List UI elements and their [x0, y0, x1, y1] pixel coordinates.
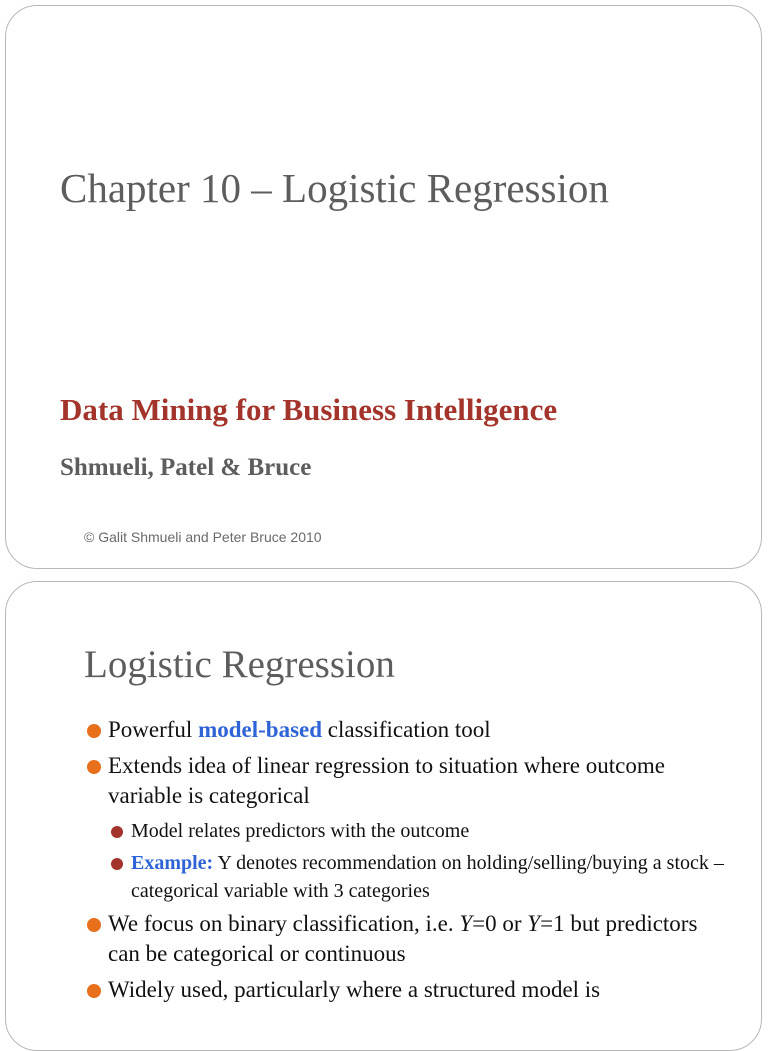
bullet-text: Model relates predictors with the outcome: [131, 820, 470, 842]
slide-title: Logistic Regression: [84, 643, 395, 686]
bullet-dot-icon: [87, 760, 101, 774]
bullet-text: classification tool: [322, 717, 491, 742]
bullet-dot-icon: [87, 918, 101, 932]
title-slide: [5, 5, 762, 569]
bullet-text: Powerful: [108, 717, 199, 742]
bullet-dot-icon: [111, 858, 123, 870]
bullet-text: We focus on binary classification, i.e.: [108, 910, 460, 936]
bullet-item: [84, 751, 734, 811]
example-label: Example:: [131, 851, 214, 874]
chapter-title: Chapter 10 – Logistic Regression: [60, 165, 609, 211]
bullet-text: Y denotes recommendation on holding/selling/buying a stock – categorical variable with 3 categories: [131, 851, 724, 902]
bullet-text: =0 or: [472, 910, 528, 936]
bullet-item: [84, 909, 734, 969]
variable-y: Y: [527, 910, 541, 936]
bullet-dot-icon: [87, 984, 101, 998]
bullet-item: [84, 975, 734, 1005]
bullet-text: =1 but predictors can be categorical or continuous: [108, 910, 698, 966]
bullet-item: [84, 715, 734, 745]
book-title: Data Mining for Business Intelligence: [60, 392, 558, 427]
copyright-notice: © Galit Shmueli and Peter Bruce 2010: [84, 529, 322, 545]
bullet-text: Widely used, particularly where a structured model is: [108, 976, 601, 1002]
content-slide: [5, 581, 762, 1051]
variable-y: Y: [459, 910, 473, 936]
authors: Shmueli, Patel & Bruce: [60, 454, 312, 481]
sub-bullet-item: [84, 849, 734, 906]
sub-bullet-item: [84, 817, 734, 846]
bullet-dot-icon: [87, 724, 101, 738]
bullet-list: [84, 715, 734, 1011]
highlight-term: model-based: [198, 717, 323, 742]
bullet-dot-icon: [111, 826, 123, 838]
bullet-text: Extends idea of linear regression to situation where outcome variable is categorical: [108, 753, 665, 808]
